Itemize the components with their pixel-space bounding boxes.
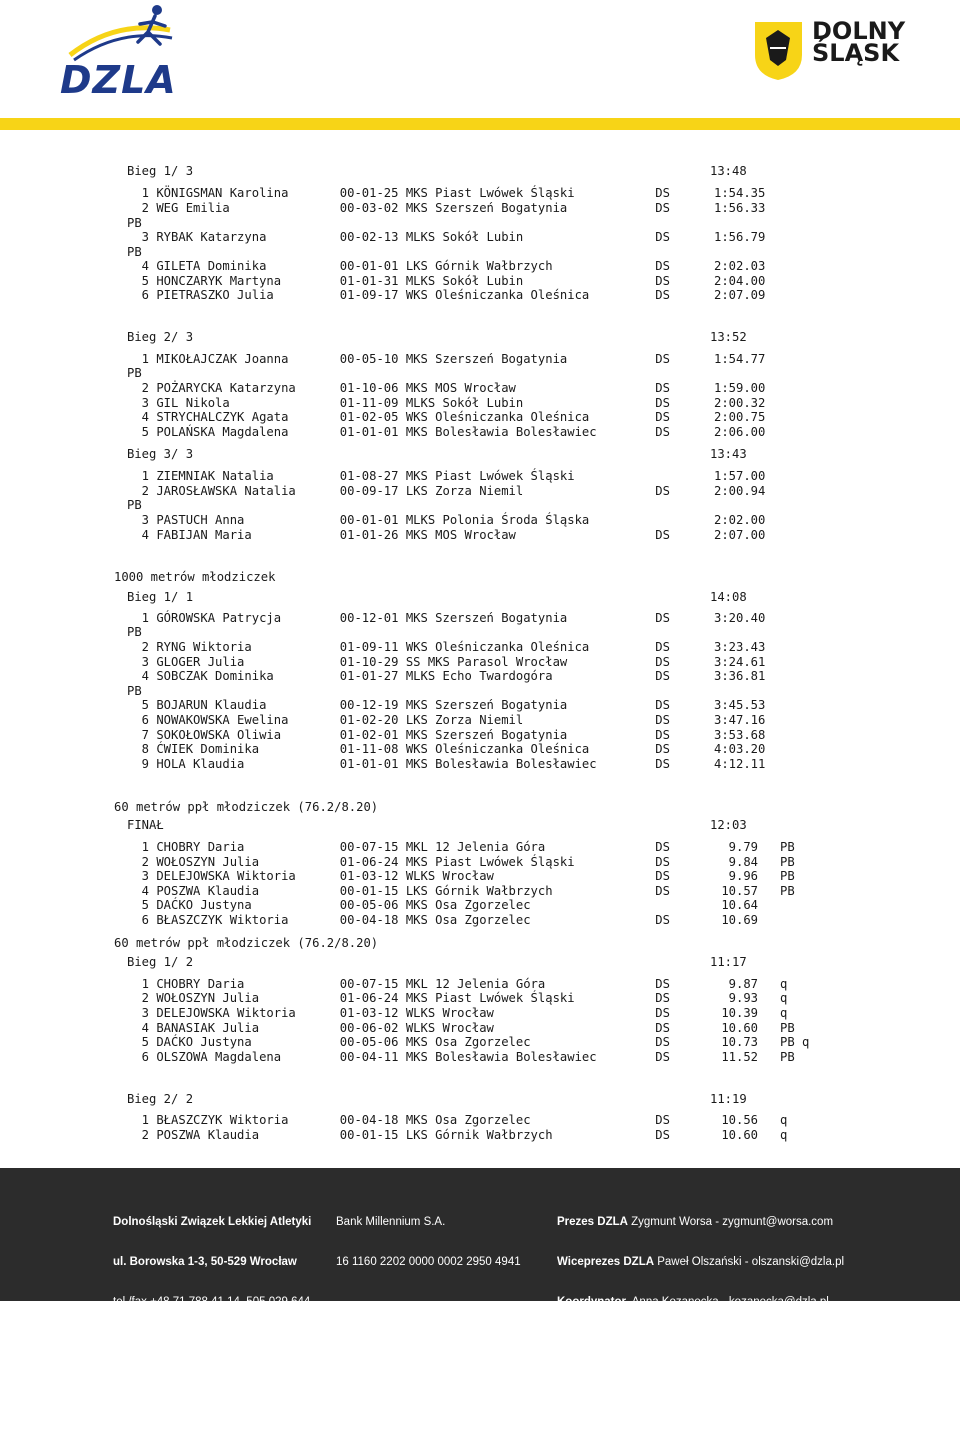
- heat-header: Bieg 2/ 2: [127, 1092, 194, 1106]
- footer-staff: [557, 1190, 844, 1414]
- blank-line: [336, 1296, 521, 1309]
- result-row: 2 JAROSŁAWSKA Natalia 00-09-17 LKS Zorza Niemil DS 2:00.94: [127, 484, 766, 498]
- heat-header: Bieg 1/ 1: [127, 590, 194, 604]
- fax: fax +48 71 367 18 40: [113, 1335, 222, 1348]
- heat-header: Bieg 2/ 3: [127, 330, 194, 344]
- result-row: PB: [127, 498, 142, 512]
- result-row: 3 RYBAK Katarzyna 00-02-13 MLKS Sokół Lubin DS 1:56.79: [127, 230, 766, 244]
- result-row: 4 POSZWA Klaudia 00-01-15 LKS Górnik Wałbrzych DS 10.57 PB: [127, 884, 795, 898]
- heat-time: 13:43: [710, 447, 747, 461]
- heat-header: FINAŁ: [127, 818, 164, 832]
- result-row: 2 WOŁOSZYN Julia 01-06-24 MKS Piast Lwówek Śląski DS 9.93 q: [127, 991, 788, 1005]
- result-row: 3 GIL Nikola 01-11-09 MLKS Sokół Lubin DS 2:00.32: [127, 396, 766, 410]
- heat-time: 14:08: [710, 590, 747, 604]
- result-row: PB: [127, 625, 142, 639]
- result-row: 3 DELEJOWSKA Wiktoria 01-03-12 WLKS Wrocław DS 10.39 q: [127, 1006, 788, 1020]
- heat-header: Bieg 1/ 3: [127, 164, 194, 178]
- role-wiceprezes: Wiceprezes DZLA: [557, 1256, 655, 1269]
- heat-time: 12:03: [710, 818, 747, 832]
- bank-account: 16 1160 2202 0000 0002 2950 4941: [336, 1256, 521, 1269]
- result-row: 3 GLOGER Julia 01-10-29 SS MKS Parasol Wrocław DS 3:24.61: [127, 655, 766, 669]
- result-row: PB: [127, 366, 142, 380]
- footer-bank: [336, 1190, 521, 1414]
- result-row: PB: [127, 216, 142, 230]
- event-title: 60 metrów ppł młodziczek (76.2/8.20): [114, 800, 379, 814]
- heat-header: Bieg 3/ 3: [127, 447, 194, 461]
- result-row: 1 MIKOŁAJCZAK Joanna 00-05-10 MKS Szerszeń Bogatynia DS 1:54.77: [127, 352, 766, 366]
- heat-header: Bieg 1/ 2: [127, 955, 194, 969]
- result-row: 5 DAĆKO Justyna 00-05-06 MKS Osa Zgorzelec DS 10.73 PB q: [127, 1035, 810, 1049]
- heat-time: 11:19: [710, 1092, 747, 1106]
- event-title: 1000 metrów młodziczek: [114, 570, 276, 584]
- result-row: 6 NOWAKOWSKA Ewelina 01-02-20 LKS Zorza Niemil DS 3:47.16: [127, 713, 766, 727]
- dolny-slask-logo-text: [812, 17, 906, 67]
- result-row: 5 BOJARUN Klaudia 00-12-19 MKS Szerszeń Bogatynia DS 3:45.53: [127, 698, 766, 712]
- result-row: 1 ZIEMNIAK Natalia 01-08-27 MKS Piast Lwówek Śląski 1:57.00: [127, 469, 766, 483]
- result-row: 5 DAĆKO Justyna 00-05-06 MKS Osa Zgorzelec 10.64: [127, 898, 759, 912]
- result-row: 6 PIETRASZKO Julia 01-09-17 WKS Oleśniczanka Oleśnica DS 2:07.09: [127, 288, 766, 302]
- event-title: 60 metrów ppł młodziczek (76.2/8.20): [114, 936, 379, 950]
- dolny-text: DOLNY: [812, 17, 906, 45]
- result-row: 2 RYNG Wiktoria 01-09-11 WKS Oleśniczanka Oleśnica DS 3:23.43: [127, 640, 766, 654]
- result-row: 6 OLSZOWA Magdalena 00-04-11 MKS Bolesławia Bolesławiec DS 11.52 PB: [127, 1050, 795, 1064]
- heat-time: 13:52: [710, 330, 747, 344]
- website-link[interactable]: www.dzla.pl: [113, 1414, 174, 1427]
- phone: tel./fax +48 71 788 41 14, 505 029 644,: [113, 1295, 314, 1308]
- result-row: 4 FABIJAN Maria 01-01-26 MKS MOS Wrocław DS 2:07.00: [127, 528, 766, 542]
- result-row: PB: [127, 245, 142, 259]
- result-row: 8 ĆWIEK Dominika 01-11-08 WKS Oleśniczanka Oleśnica DS 4:03.20: [127, 742, 766, 756]
- administrator-email[interactable]: serafinska@dzla.pl: [557, 1374, 655, 1387]
- prezes-contact[interactable]: Zygmunt Worsa - zygmunt@worsa.com: [627, 1216, 834, 1229]
- role-koordynator: Koordynator: [557, 1295, 626, 1308]
- result-row: 4 STRYCHALCZYK Agata 01-02-05 WKS Oleśniczanka Oleśnica DS 2:00.75: [127, 410, 766, 424]
- page-header: [0, 0, 960, 130]
- nip-dfs: NIP DFS: 899 21 28 344: [336, 1374, 462, 1387]
- result-row: 4 SOBCZAK Dominika 01-01-27 MLKS Echo Twardogóra DS 3:36.81: [127, 669, 766, 683]
- wiceprezes-contact[interactable]: Paweł Olszański - olszanski@dzla.pl: [654, 1256, 845, 1269]
- result-row: 2 POSZWA Klaudia 00-01-15 LKS Górnik Wałbrzych DS 10.60 q: [127, 1128, 788, 1142]
- result-row: 1 BŁASZCZYK Wiktoria 00-04-18 MKS Osa Zgorzelec DS 10.56 q: [127, 1113, 788, 1127]
- result-row: 4 GILETA Dominika 00-01-01 LKS Górnik Wałbrzych DS 2:02.03: [127, 259, 766, 273]
- bank-name: Bank Millennium S.A.: [336, 1216, 446, 1229]
- result-row: 7 SOKOŁOWSKA Oliwia 01-02-01 MKS Szerszeń Bogatynia DS 3:53.68: [127, 728, 766, 742]
- slask-text: ŚLĄSK: [812, 39, 900, 67]
- org-address: ul. Borowska 1-3, 50-529 Wrocław: [113, 1256, 297, 1269]
- result-row: 3 DELEJOWSKA Wiktoria 01-03-12 WLKS Wrocław DS 9.96 PB: [127, 869, 795, 883]
- nip-dzla: NIP DZLA: 899 22 81 399: [336, 1335, 471, 1348]
- result-row: 4 BANASIAK Julia 00-06-02 WLKS Wrocław DS 10.60 PB: [127, 1021, 795, 1035]
- result-row: 2 POŻARYCKA Katarzyna 01-10-06 MKS MOS Wrocław DS 1:59.00: [127, 381, 766, 395]
- role-prezes: Prezes DZLA: [557, 1216, 628, 1229]
- result-row: 1 CHOBRY Daria 00-07-15 MKL 12 Jelenia Góra DS 9.87 q: [127, 977, 788, 991]
- result-row: 5 POLAŃSKA Magdalena 01-01-01 MKS Bolesławia Bolesławiec DS 2:06.00: [127, 425, 766, 439]
- result-row: 6 BŁASZCZYK Wiktoria 00-04-18 MKS Osa Zgorzelec DS 10.69: [127, 913, 759, 927]
- result-row: 2 WOŁOSZYN Julia 01-06-24 MKS Piast Lwówek Śląski DS 9.84 PB: [127, 855, 795, 869]
- result-row: 5 HONCZARYK Martyna 01-01-31 MLKS Sokół Lubin DS 2:04.00: [127, 274, 766, 288]
- email-links[interactable]: dzla@pzla.pl, ozla@sport.wroclaw.pl: [113, 1374, 304, 1387]
- footer-contact: [113, 1190, 313, 1454]
- result-row: 1 GÓROWSKA Patrycja 00-12-01 MKS Szerszeń Bogatynia DS 3:20.40: [127, 611, 766, 625]
- role-administrator: Administrator: [557, 1335, 633, 1348]
- org-name: Dolnośląski Związek Lekkiej Atletyki: [113, 1216, 312, 1229]
- result-row: 3 PASTUCH Anna 00-01-01 MLKS Polonia Środa Śląska 2:02.00: [127, 513, 766, 527]
- koordynator-contact[interactable]: Anna Kozanecka - kozanecka@dzla.pl: [626, 1295, 829, 1308]
- page-footer: [0, 1168, 960, 1427]
- result-row: PB: [127, 684, 142, 698]
- result-row: 1 CHOBRY Daria 00-07-15 MKL 12 Jelenia Góra DS 9.79 PB: [127, 840, 795, 854]
- heat-time: 11:17: [710, 955, 747, 969]
- result-row: 2 WEG Emilia 00-03-02 MKS Szerszeń Bogatynia DS 1:56.33: [127, 201, 766, 215]
- result-row: 9 HOLA Klaudia 01-01-01 MKS Bolesławia Bolesławiec DS 4:12.11: [127, 757, 766, 771]
- header-accent-bar: [0, 118, 960, 130]
- dzla-logo-text: DZLA: [60, 58, 177, 102]
- heat-time: 13:48: [710, 164, 747, 178]
- administrator-contact: Justyna Serafińska - Gruman -: [632, 1335, 795, 1348]
- result-row: 1 KÖNIGSMAN Karolina 00-01-25 MKS Piast Lwówek Śląski DS 1:54.35: [127, 186, 766, 200]
